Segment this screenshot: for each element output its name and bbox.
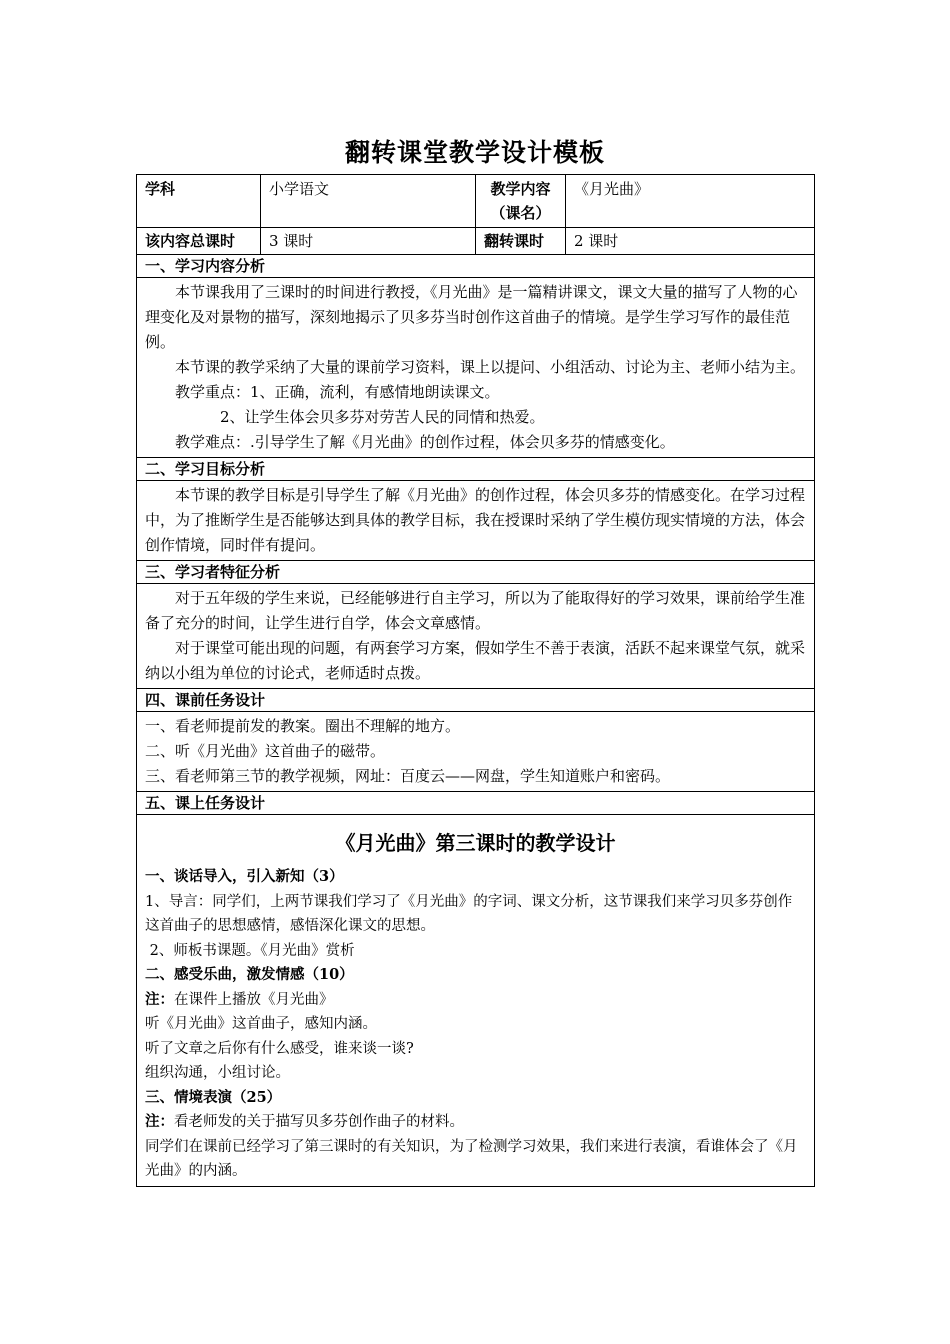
- step-heading: 三、情境表演（25）: [145, 1088, 282, 1106]
- content-label-line2: （课名）: [490, 204, 551, 222]
- document-title: 翻转课堂教学设计模板: [344, 138, 605, 167]
- content-value: 《月光曲》: [566, 175, 815, 228]
- list-item: 一、看老师提前发的教案。圈出不理解的地方。: [145, 717, 461, 735]
- paragraph: 同学们在课前已经学习了第三课时的有关知识，为了检测学习效果，我们来进行表演，看谁体会了《月光曲》的内涵。: [145, 1138, 798, 1179]
- flip-hours-value: 2 课时: [566, 228, 815, 255]
- section-body-4: [137, 712, 815, 792]
- note-line: [145, 988, 806, 1013]
- section-title-learner-analysis: 三、学习者特征分析: [137, 561, 815, 584]
- section-body-2: [137, 481, 815, 561]
- content-analysis-body: [137, 278, 815, 458]
- flip-hours-label: 翻转课时: [476, 228, 566, 255]
- paragraph: 2、师板书课题。《月光曲》赏析: [145, 942, 355, 959]
- content-label-line1: 教学内容: [490, 180, 551, 198]
- paragraph: 本节课的教学采纳了大量的课前学习资料，课上以提问、小组活动、讨论为主、老师小结为主。: [175, 358, 806, 376]
- in-class-tasks-body: [137, 815, 815, 1187]
- section-title-pre-class-tasks: 四、课前任务设计: [137, 689, 815, 712]
- step-heading: 二、感受乐曲，激发情感（10）: [145, 966, 354, 983]
- note-label: 注：: [145, 1113, 174, 1130]
- subject-label: 学科: [137, 175, 261, 228]
- step-heading: 一、谈话导入，引入新知（3）: [145, 868, 344, 885]
- section-header-3: [137, 561, 815, 584]
- paragraph: 本节课的教学目标是引导学生了解《月光曲》的创作过程，体会贝多芬的情感变化。在学习过程中，为了推断学生是否能够达到具体的教学目标，我在授课时采纳了学生模仿现实情境的方法，体会创作情境，同时伴有提问。: [145, 486, 806, 554]
- paragraph: 组织沟通，小组讨论。: [145, 1065, 290, 1081]
- paragraph: 教学难点：.引导学生了解《月光曲》的创作过程，体会贝多芬的情感变化。: [175, 433, 675, 451]
- section-title-content-analysis: 一、学习内容分析: [137, 255, 815, 278]
- paragraph: 2、让学生体会贝多芬对劳苦人民的同情和热爱。: [220, 408, 545, 426]
- section-title-objective-analysis: 二、学习目标分析: [137, 458, 815, 481]
- section-header-5: [137, 792, 815, 815]
- note-line: [145, 1110, 806, 1135]
- paragraph: 听了文章之后你有什么感受，谁来谈一谈?: [145, 1040, 414, 1057]
- pre-class-tasks-body: [137, 712, 815, 792]
- info-row-hours: [137, 228, 815, 255]
- lesson-design-table: [136, 174, 815, 1187]
- section-body-1: [137, 278, 815, 458]
- paragraph: 听《月光曲》这首曲子，感知内涵。: [145, 1016, 377, 1032]
- objective-analysis-body: [137, 481, 815, 561]
- total-hours-label: 该内容总课时: [137, 228, 261, 255]
- paragraph: 对于五年级的学生来说，已经能够进行自主学习，所以为了能取得好的学习效果，课前给学生准备了充分的时间，让学生进行自学，体会文章感情。: [145, 589, 806, 632]
- total-hours-value: 3 课时: [261, 228, 476, 255]
- info-row-subject: [137, 175, 815, 228]
- learner-analysis-body: [137, 584, 815, 689]
- list-item: 二、听《月光曲》这首曲子的磁带。: [145, 742, 386, 760]
- list-item: 三、看老师第三节的教学视频，网址：百度云——网盘，学生知道账户和密码。: [145, 767, 671, 785]
- paragraph: 1、导言：同学们，上两节课我们学习了《月光曲》的字词、课文分析，这节课我们来学习贝多芬创作这首曲子的思想感情，感悟深化课文的思想。: [145, 893, 793, 934]
- note-text: 在课件上播放《月光曲》: [174, 991, 334, 1008]
- subject-value: 小学语文: [261, 175, 476, 228]
- section-title-in-class-tasks: 五、课上任务设计: [137, 792, 815, 815]
- paragraph: 对于课堂可能出现的问题，有两套学习方案，假如学生不善于表演，活跃不起来课堂气氛，就采纳以小组为单位的讨论式，老师适时点拨。: [145, 639, 806, 682]
- note-label: 注：: [145, 990, 174, 1008]
- paragraph: 教学重点：1、正确，流利，有感情地朗读课文。: [175, 383, 500, 401]
- content-label: [476, 175, 566, 228]
- note-text: 看老师发的关于描写贝多芬创作曲子的材料。: [174, 1114, 464, 1130]
- section-body-3: [137, 584, 815, 689]
- section-header-4: [137, 689, 815, 712]
- section-header-2: [137, 458, 815, 481]
- paragraph: 本节课我用了三课时的时间进行教授，《月光曲》是一篇精讲课文，课文大量的描写了人物的心理变化及对景物的描写，深刻地揭示了贝多芬当时创作这首曲子的情境。是学生学习写作的最佳范例。: [145, 283, 798, 351]
- lesson-subtitle: 《月光曲》第三课时的教学设计: [335, 831, 616, 855]
- section-header-1: [137, 255, 815, 278]
- section-body-5: [137, 815, 815, 1187]
